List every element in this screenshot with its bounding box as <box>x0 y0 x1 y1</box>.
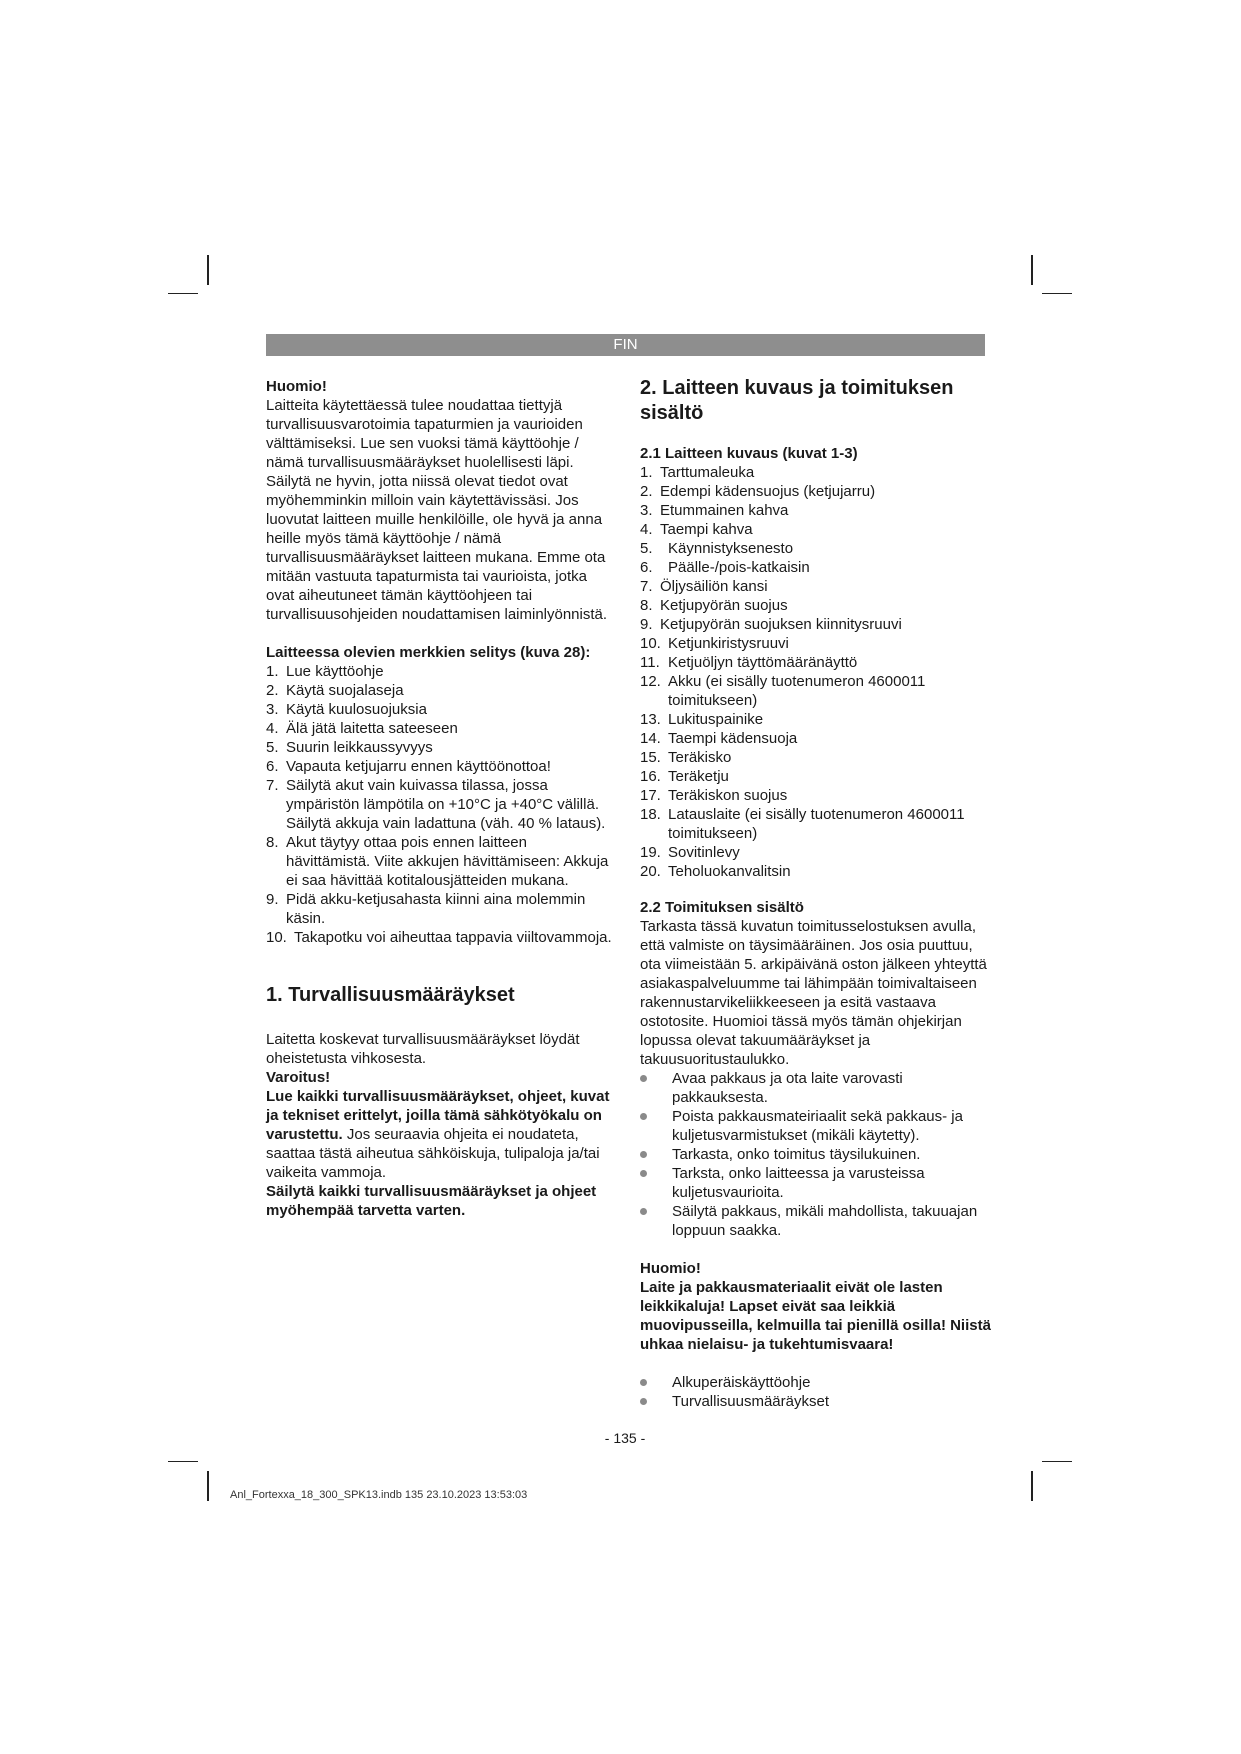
bullet-icon <box>640 1113 647 1120</box>
list-item: 5. Suurin leikkaussyvyys <box>266 739 433 756</box>
sub21-heading: 2.1 Laitteen kuvaus (kuvat 1-3) <box>640 445 858 462</box>
included-documents <box>640 1373 992 1411</box>
list-item: 10. Takapotku voi aiheuttaa tappavia viiltovammoja. <box>266 929 612 946</box>
list-item: 15. Teräkisko <box>640 749 732 766</box>
list-item: Turvallisuusmääräykset <box>640 1392 992 1411</box>
list-item: Tarksta, onko laitteessa ja varusteissa kuljetusvaurioita. <box>640 1164 992 1202</box>
list-item: 1. Lue käyttöohje <box>266 663 384 680</box>
print-footer: Anl_Fortexxa_18_300_SPK13.indb 135 23.10.2023 13:53:03 <box>230 1489 528 1501</box>
bullet-icon <box>640 1170 647 1177</box>
crop-mark <box>207 255 209 285</box>
list-item: 3. Etummainen kahva <box>640 502 789 519</box>
list-item: 6. Vapauta ketjujarru ennen käyttöönottoa! <box>266 758 551 775</box>
note2-title: Huomio! <box>640 1260 701 1277</box>
sub22-heading: 2.2 Toimituksen sisältö <box>640 899 804 916</box>
list-item: 20. Teholuokanvalitsin <box>640 863 791 880</box>
keep-instructions: Säilytä kaikki turvallisuusmääräykset ja ohjeet myöhempää tarvetta varten. <box>266 1183 597 1219</box>
signs-list <box>266 662 614 947</box>
list-item: 14. Taempi kädensuoja <box>640 730 798 747</box>
list-item: 7. Säilytä akut vain kuivassa tilassa, jossa ympäristön lämpötila on +10°C ja +40°C välillä. Säilytä akkuja vain ladattuna (väh. 40 % lataus). <box>266 777 606 832</box>
right-column <box>640 376 992 1411</box>
list-item: 8. Akut täytyy ottaa pois ennen laitteen hävittämistä. Viite akkujen hävittämiseen: Akkuja ei saa hävittää kotitalousjätteiden mukana. <box>266 834 609 889</box>
crop-mark <box>1031 255 1033 285</box>
list-item: 8. Ketjupyörän suojus <box>640 597 788 614</box>
signs-title: Laitteessa olevien merkkien selitys (kuva 28): <box>266 644 591 661</box>
crop-mark <box>1042 1461 1072 1462</box>
list-item: 11. Ketjuöljyn täyttömääränäyttö <box>640 654 858 671</box>
parts-list <box>640 463 992 881</box>
crop-mark <box>1031 1471 1033 1501</box>
list-item: 4. Älä jätä laitetta sateeseen <box>266 720 458 737</box>
crop-mark <box>168 1461 198 1462</box>
list-item: 19. Sovitinlevy <box>640 844 740 861</box>
list-item: Tarkasta, onko toimitus täysilukuinen. <box>640 1145 992 1164</box>
section1-heading: 1. Turvallisuusmääräykset <box>266 984 515 1006</box>
note-text: Laitteita käytettäessä tulee noudattaa tiettyjä turvallisuusvarotoimia tapaturmien ja vaurioiden välttämiseksi. Lue sen vuoksi tämä käyttöohje / nämä turvallisuusmääräykset huolellisesti läpi. Säilytä ne hyvin, jotta niissä olevat tiedot ovat myöhemminkin milloin vain käytettävissäsi. Jos luovutat laitteen muille henkilöille, ole hyvä ja anna heille myös tämä käyttöohje / nämä turvallisuusmääräykset laitteen mukana. Emme ota mitään vastuuta tapaturmista tai vaurioista, jotka ovat aiheutuneet tämän käyttöohjeen tai turvallisuusohjeiden noudattamisen laiminlyönnistä. <box>266 397 608 623</box>
warning-title: Varoitus! <box>266 1069 331 1086</box>
list-item: 13. Lukituspainike <box>640 711 764 728</box>
list-item: 6. Päälle-/pois-katkaisin <box>640 559 810 576</box>
section2-heading: 2. Laitteen kuvaus ja toimituksen sisältö <box>640 377 954 424</box>
list-item: 3. Käytä kuulosuojuksia <box>266 701 427 718</box>
note2-text: Laite ja pakkausmateriaalit eivät ole lasten leikkikaluja! Lapset eivät saa leikkiä muovipusseilla, kelmuilla tai pienillä osilla! Niistä uhkaa nielaisu- ja tukehtumisvaara! <box>640 1279 991 1353</box>
crop-mark <box>168 293 198 294</box>
page-number: - 135 - <box>604 1430 646 1446</box>
unpacking-steps <box>640 1069 992 1240</box>
list-item: 9. Pidä akku-ketjusahasta kiinni aina molemmin käsin. <box>266 891 586 927</box>
list-item: Säilytä pakkaus, mikäli mahdollista, takuuajan loppuun saakka. <box>640 1202 992 1240</box>
bullet-icon <box>640 1379 647 1386</box>
list-item: 12. Akku (ei sisälly tuotenumeron 4600011 toimitukseen) <box>640 673 926 709</box>
list-item: Avaa pakkaus ja ota laite varovasti pakkauksesta. <box>640 1069 992 1107</box>
list-item: 9. Ketjupyörän suojuksen kiinnitysruuvi <box>640 616 902 633</box>
list-item: 18. Latauslaite (ei sisälly tuotenumeron 4600011 toimitukseen) <box>640 806 965 842</box>
crop-mark <box>1042 293 1072 294</box>
list-item: 2. Edempi kädensuojus (ketjujarru) <box>640 483 876 500</box>
list-item: 7. Öljysäiliön kansi <box>640 578 768 595</box>
list-item: 5. Käynnistyksenesto <box>640 540 794 557</box>
list-item: 2. Käytä suojalaseja <box>266 682 404 699</box>
bullet-icon <box>640 1208 647 1215</box>
sub22-text: Tarkasta tässä kuvatun toimitusselostuksen avulla, että valmiste on täysimääräinen. Jos osia puuttuu, ota viimeistään 5. arkipäivänä oston jälkeen yhteyttä asiakaspalveluumme tai lähimpään toimivaltaiseen rakennustarvikeliikkeeseen ja esitä vastaava ostotosite. Huomioi tässä myös tämän ohjekirjan lopussa olevat takuumääräykset ja takuusuoritustaulukko. <box>640 918 987 1068</box>
section1-text: Laitetta koskevat turvallisuusmääräykset löydät oheistetusta vihkosesta. <box>266 1031 580 1067</box>
list-item: 17. Teräkiskon suojus <box>640 787 788 804</box>
list-item: 1. Tarttumaleuka <box>640 464 755 481</box>
left-column <box>266 377 614 1220</box>
list-item: 10. Ketjunkiristysruuvi <box>640 635 789 652</box>
bullet-icon <box>640 1075 647 1082</box>
list-item: Alkuperäiskäyttöohje <box>640 1373 992 1392</box>
language-tag: FIN <box>266 334 985 356</box>
note-title: Huomio! <box>266 378 327 395</box>
list-item: Poista pakkausmateiriaalit sekä pakkaus- ja kuljetusvarmistukset (mikäli käytetty). <box>640 1107 992 1145</box>
bullet-icon <box>640 1398 647 1405</box>
list-item: 16. Teräketju <box>640 768 729 785</box>
bullet-icon <box>640 1151 647 1158</box>
list-item: 4. Taempi kahva <box>640 521 753 538</box>
warning-paragraph: Lue kaikki turvallisuusmääräykset, ohjeet, kuvat ja tekniset erittelyt, joilla tämä sähkötyökalu on varustettu. Jos seuraavia ohjeita ei noudateta, saattaa tästä aiheutua sähköiskuja, tulipaloja ja/tai vaikeita vammoja. <box>266 1088 610 1181</box>
crop-mark <box>207 1471 209 1501</box>
